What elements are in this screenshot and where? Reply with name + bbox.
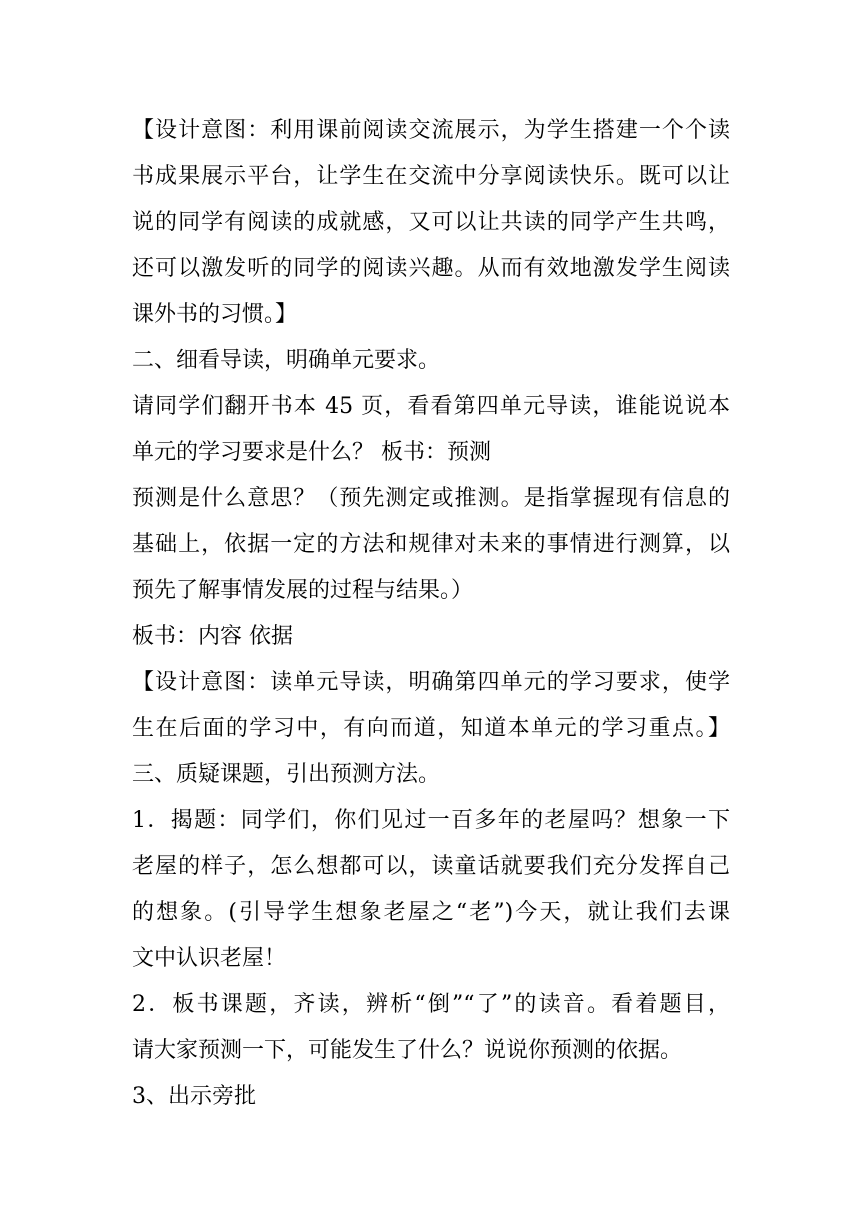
paragraph-line-10: 基础上，依据一定的方法和规律对未来的事情进行测算，以 xyxy=(132,532,730,557)
paragraph-line-3: 说的同学有阅读的成就感，又可以让共读的同学产生共鸣， xyxy=(132,210,730,235)
paragraph-line-14: 生在后面的学习中，有向而道，知道本单元的学习重点。】 xyxy=(132,716,730,741)
paragraph-line-19: 文中认识老屋！ xyxy=(132,946,287,971)
paragraph-line-9: 预测是什么意思？（预先测定或推测。是指掌握现有信息的 xyxy=(132,486,730,511)
document-page xyxy=(132,108,730,1120)
paragraph-line-2: 书成果展示平台，让学生在交流中分享阅读快乐。既可以让 xyxy=(132,164,730,189)
paragraph-line-11: 预先了解事情发展的过程与结果。） xyxy=(132,578,474,603)
paragraph-line-21: 请大家预测一下，可能发生了什么？说说你预测的依据。 xyxy=(132,1038,683,1063)
paragraph-line-5: 课外书的习惯。】 xyxy=(132,302,298,327)
list-item-3: 3、出示旁批 xyxy=(132,1084,256,1109)
paragraph-line-1: 【设计意图：利用课前阅读交流展示，为学生搭建一个个读 xyxy=(132,118,730,143)
section-heading-3: 三、质疑课题，引出预测方法。 xyxy=(132,762,441,787)
paragraph-line-17: 老屋的样子，怎么想都可以，读童话就要我们充分发挥自己 xyxy=(132,854,730,879)
paragraph-line-8: 单元的学习要求是什么？ 板书：预测 xyxy=(132,440,491,465)
section-heading-2: 二、细看导读，明确单元要求。 xyxy=(132,348,441,373)
paragraph-line-18: 的想象。(引导学生想象老屋之“老”)今天，就让我们去课 xyxy=(132,900,730,925)
paragraph-line-16: 1．揭题：同学们，你们见过一百多年的老屋吗？想象一下 xyxy=(132,808,730,833)
paragraph-line-7: 请同学们翻开书本 45 页，看看第四单元导读，谁能说说本 xyxy=(132,394,730,419)
paragraph-line-20: 2．板书课题，齐读，辨析“倒”“了”的读音。看着题目， xyxy=(132,992,730,1017)
paragraph-line-13: 【设计意图：读单元导读，明确第四单元的学习要求，使学 xyxy=(132,670,730,695)
board-note: 板书：内容 依据 xyxy=(132,624,293,649)
paragraph-line-4: 还可以激发听的同学的阅读兴趣。从而有效地激发学生阅读 xyxy=(132,256,730,281)
